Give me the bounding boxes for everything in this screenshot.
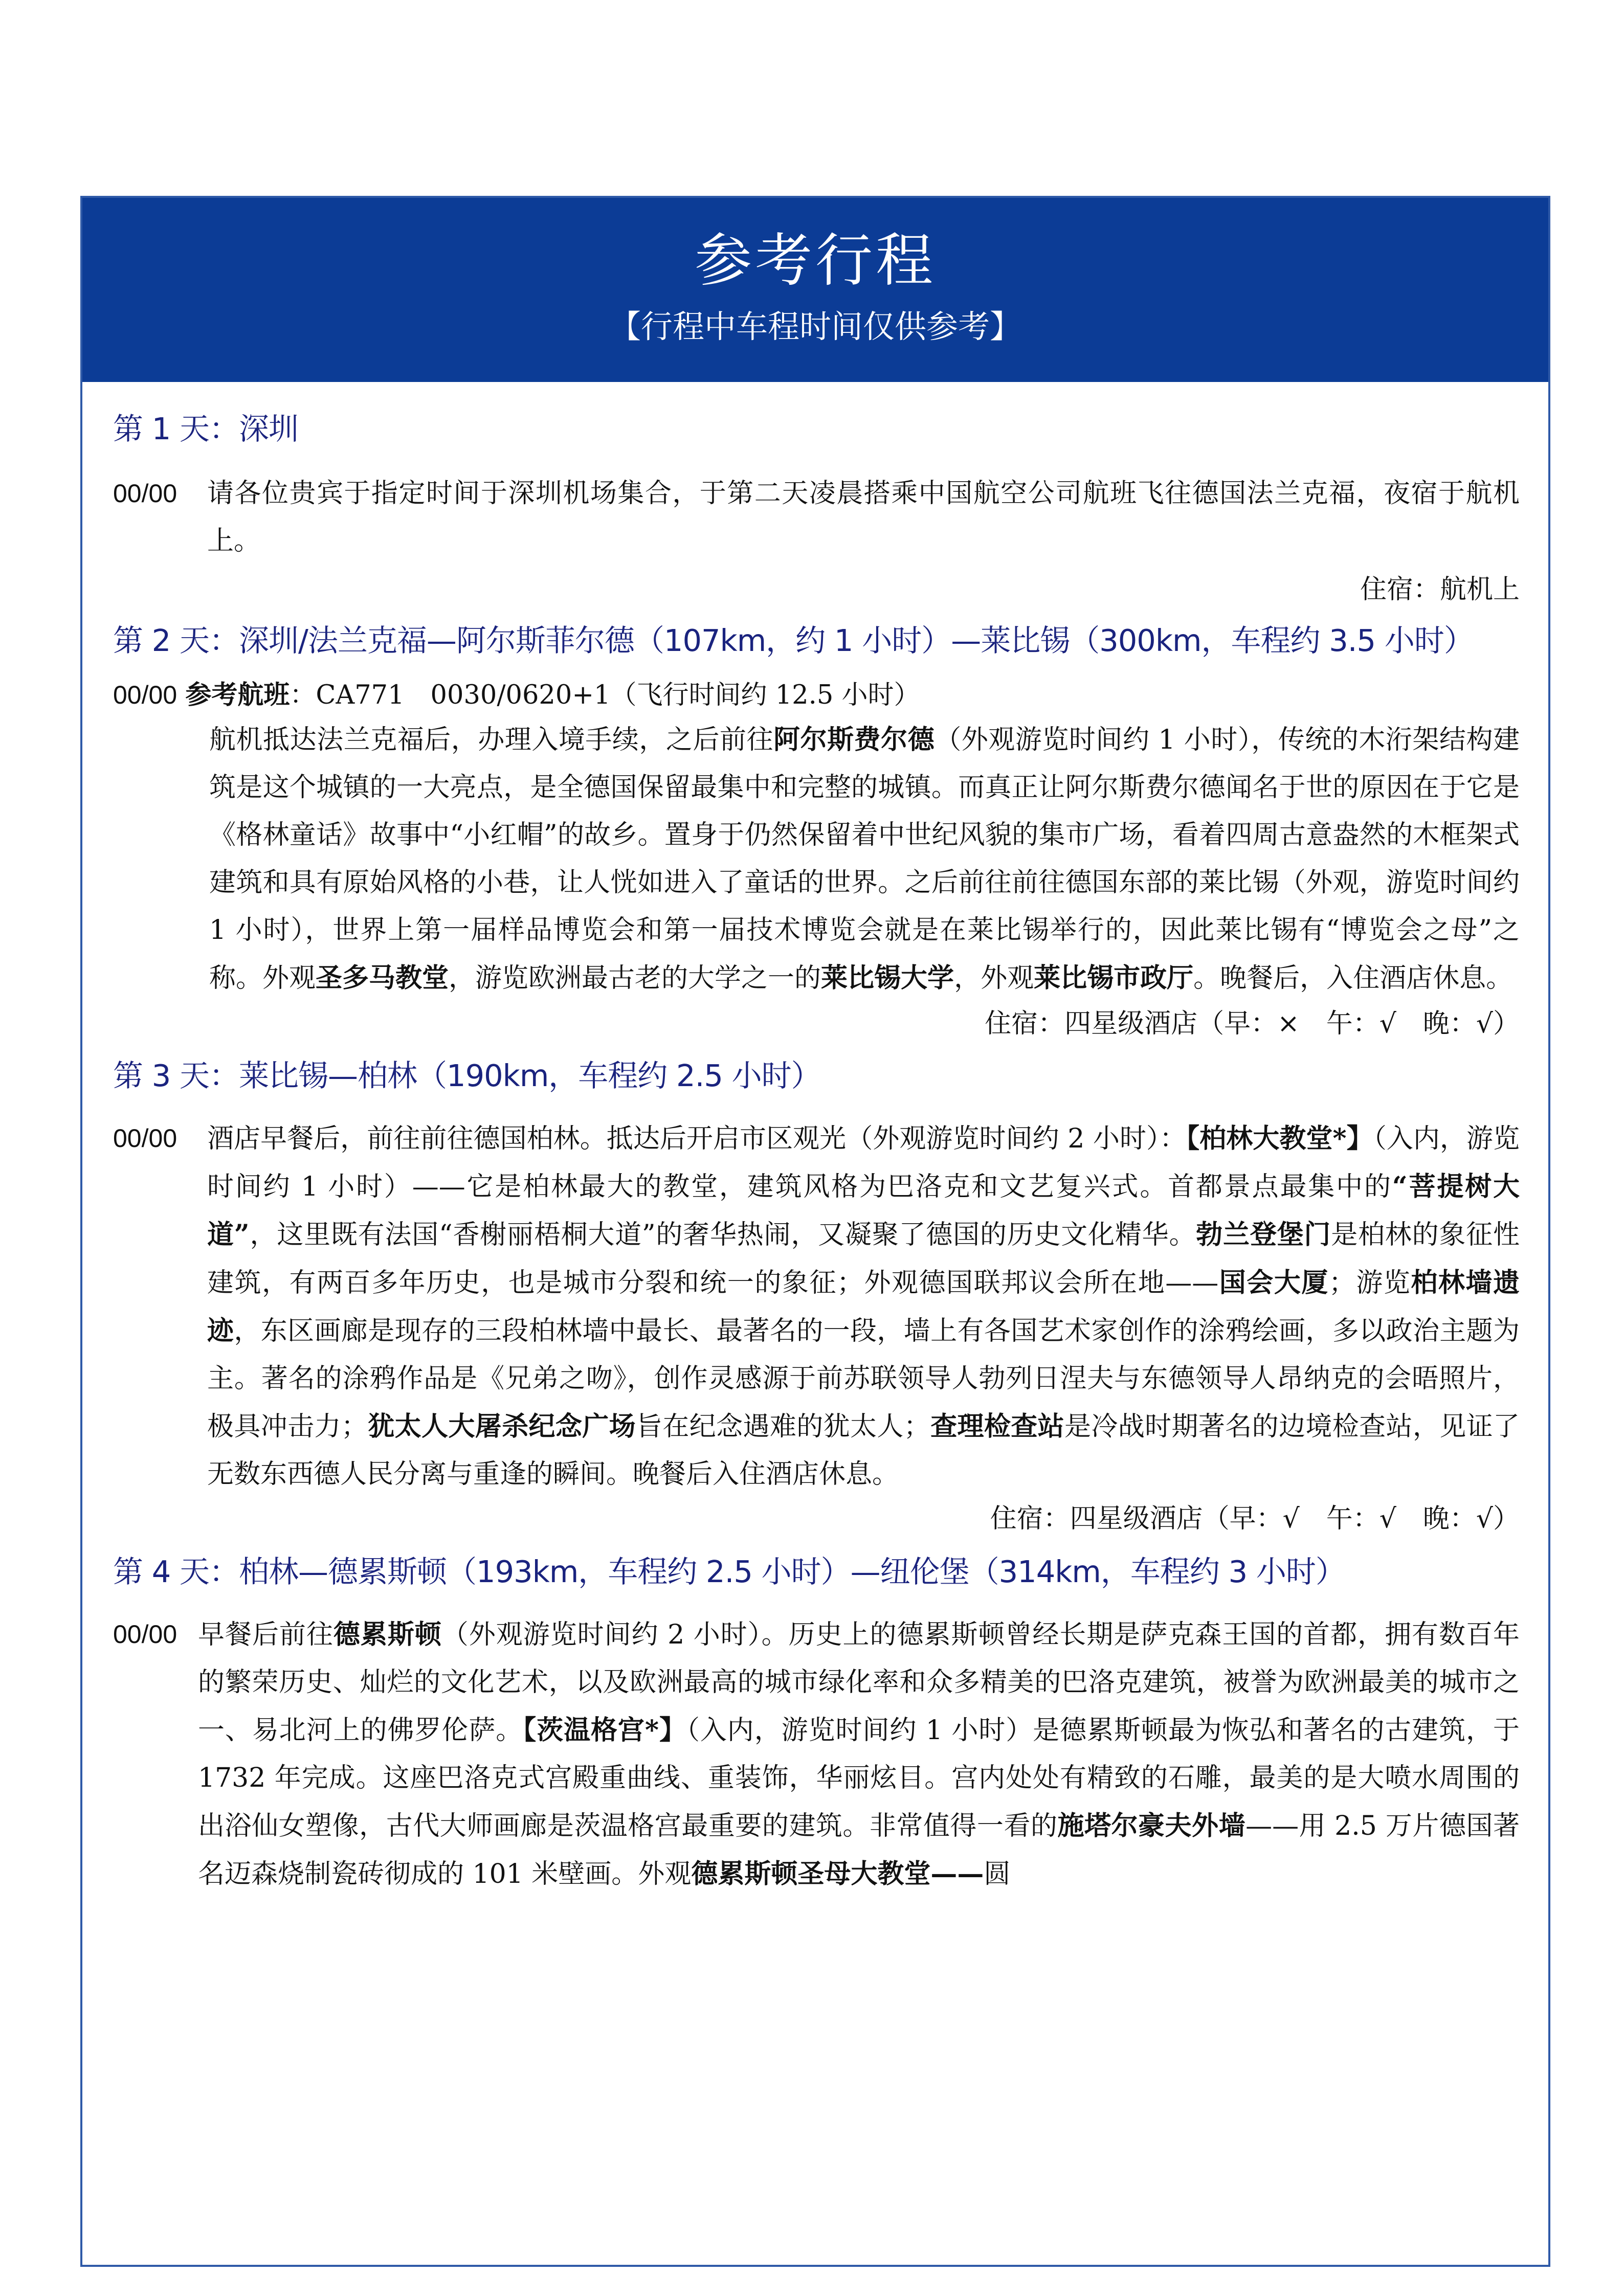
text-run: 酒店早餐后，前往前往德国柏林。抵达后开启市区观光（外观游览时间约 2 小时）： bbox=[207, 1123, 1187, 1154]
text-run: （入内，游览时间约 1 小时）是德累斯顿最为恢弘和著名的古建筑，于 1732 年完成。这座巴洛克式宫殿重曲线、重装饰，华丽炫目。宫内处处有精致的石雕，最美的是大喷水周围的出浴仙女塑像，古代大师画廊是茨温格宫最重要的建筑。非常值得一看的 bbox=[198, 1715, 1520, 1841]
day-4-entry bbox=[113, 1611, 1520, 1898]
text-run: 是柏林的象征性建筑，有两百多年历史，也是城市分裂和统一的象征；外观德国联邦议会所在地—— bbox=[207, 1220, 1520, 1298]
text-run: ；游览 bbox=[1328, 1268, 1411, 1298]
highlight-dresden: 德累斯顿 bbox=[333, 1619, 442, 1650]
highlight-brandenburg-gate: 勃兰登堡门 bbox=[1196, 1219, 1331, 1250]
day-1-stay: 住宿：航机上 bbox=[1360, 574, 1520, 605]
highlight-reichstag: 国会大厦 bbox=[1218, 1267, 1329, 1298]
day-2-time: 00/00 bbox=[113, 681, 177, 709]
text-run: ，游览欧洲最古老的大学之一的 bbox=[449, 963, 821, 994]
header-banner bbox=[82, 198, 1548, 382]
day-1-time: 00/00 bbox=[113, 479, 177, 508]
highlight-zwinger: 【茨温格宫*】 bbox=[523, 1715, 686, 1746]
day-2-title: 第 2 天：深圳/法兰克福—阿尔斯菲尔德（107km，约 1 小时）—莱比锡（300km，车程约 3.5 小时） bbox=[113, 623, 1474, 658]
text-run: 。晚餐后，入住酒店休息。 bbox=[1193, 963, 1513, 994]
day-2-stay: 住宿：四星级酒店（早：× 午：√ 晚：√） bbox=[985, 1008, 1520, 1039]
text-run: ——用 2.5 万片德国著名迈森烧制瓷砖彻成的 101 米壁画。外观 bbox=[198, 1811, 1520, 1889]
highlight-thomaskirche: 圣多马教堂 bbox=[316, 962, 449, 994]
flight-info: ：CA771 0030/0620+1（飞行时间约 12.5 小时） bbox=[290, 680, 920, 710]
day-2-flight bbox=[113, 674, 1520, 716]
highlight-leipzig-town-hall: 莱比锡市政厅 bbox=[1034, 962, 1194, 994]
highlight-berlin-cathedral: 【柏林大教堂*】 bbox=[1186, 1123, 1373, 1154]
day-3-entry bbox=[113, 1115, 1520, 1498]
day-4-text bbox=[198, 1611, 1520, 1898]
text-run: （外观游览时间约 2 小时）。历史上的德累斯顿曾经长期是萨克森王国的首都，拥有数百年的繁荣历史、灿烂的文化艺术，以及欧洲最高的城市绿化率和众多精美的巴洛克建筑，被誉为欧洲最美的城市之一、易北河上的佛罗伦萨。 bbox=[198, 1619, 1520, 1746]
flight-label: 参考航班 bbox=[185, 680, 290, 710]
day-3-time: 00/00 bbox=[113, 1124, 177, 1153]
day-3-text bbox=[207, 1115, 1520, 1498]
day-3-title: 第 3 天：莱比锡—柏林（190km，车程约 2.5 小时） bbox=[113, 1058, 821, 1093]
day-1-text: 请各位贵宾于指定时间于深圳机场集合，于第二天凌晨搭乘中国航空公司航班飞往德国法兰克福，夜宿于航机上。 bbox=[207, 478, 1520, 556]
highlight-frauenkirche: 德累斯顿圣母大教堂—— bbox=[691, 1858, 984, 1889]
itinerary-content bbox=[82, 409, 1548, 1898]
text-run: 圆 bbox=[984, 1859, 1011, 1889]
text-run: ，外观 bbox=[954, 963, 1034, 994]
text-run: （外观游览时间约 1 小时），传统的木洐架结构建筑是这个城镇的一大亮点，是全德国保留最集中和完整的城镇。而真正让阿尔斯费尔德闻名于世的原因在于它是《格林童话》故事中“小红帽”的故乡。置身于仍然保留着中世纪风貌的集市广场，看着四周古意盎然的木框架式建筑和具有原始风格的小巷，让人恍如进入了童话的世界。之后前往前往德国东部的莱比锡（外观，游览时间约 1 小时），世界上第一届样品博览会和第一届技术博览会就是在莱比锡举行的，因此莱比锡有“博览会之母”之称。外观 bbox=[209, 725, 1520, 994]
day-4-time: 00/00 bbox=[113, 1620, 177, 1649]
day-4-title: 第 4 天：柏林—德累斯顿（193km，车程约 2.5 小时）—纽伦堡（314km，车程约 3 小时） bbox=[113, 1554, 1345, 1589]
highlight-stallhof-wall: 施塔尔豪夫外墙 bbox=[1057, 1810, 1246, 1841]
highlight-leipzig-university: 莱比锡大学 bbox=[821, 962, 954, 994]
text-run: 航机抵达法兰克福后，办理入境手续，之后前往 bbox=[209, 725, 774, 755]
highlight-checkpoint-charlie: 查理检查站 bbox=[930, 1411, 1064, 1442]
day-1-title: 第 1 天：深圳 bbox=[113, 411, 299, 446]
text-run: ，东区画廊是现存的三段柏林墙中最长、最著名的一段，墙上有各国艺术家创作的涂鸦绘画，多以政治主题为主。著名的涂鸦作品是《兄弟之吻》，创作灵感源于前苏联领导人勃列日涅夫与东德领导人昂纳克的会晤照片，极具冲击力； bbox=[207, 1316, 1520, 1442]
text-run: 旨在纪念遇难的犹太人； bbox=[635, 1411, 930, 1442]
day-3-stay: 住宿：四星级酒店（早：√ 午：√ 晚：√） bbox=[990, 1503, 1520, 1534]
itinerary-frame bbox=[80, 196, 1550, 2267]
page-title: 参考行程 bbox=[695, 228, 936, 294]
text-run: ，这里既有法国“香榭丽梧桐大道”的奢华热闹，又凝聚了德国的历史文化精华。 bbox=[249, 1220, 1196, 1250]
highlight-unter-den-linden: “菩提树大道” bbox=[207, 1171, 1520, 1250]
day-1-entry bbox=[113, 470, 1520, 565]
highlight-holocaust-memorial: 犹太人大屠杀纪念广场 bbox=[367, 1411, 636, 1442]
highlight-berlin-wall: 柏林墙遗迹 bbox=[207, 1267, 1520, 1346]
text-run: 早餐后前往 bbox=[198, 1619, 333, 1650]
highlight-alsfeld: 阿尔斯费尔德 bbox=[773, 724, 935, 755]
page-subtitle: 【行程中车程时间仅供参考】 bbox=[609, 308, 1021, 345]
text-run: （入内，游览时间约 1 小时）——它是柏林最大的教堂，建筑风格为巴洛克和文艺复兴式。首都景点最集中的 bbox=[207, 1123, 1520, 1202]
day-2-text bbox=[113, 716, 1520, 1002]
text-run: 是冷战时期著名的边境检查站，见证了无数东西德人民分离与重逢的瞬间。晚餐后入住酒店休息。 bbox=[207, 1411, 1520, 1490]
